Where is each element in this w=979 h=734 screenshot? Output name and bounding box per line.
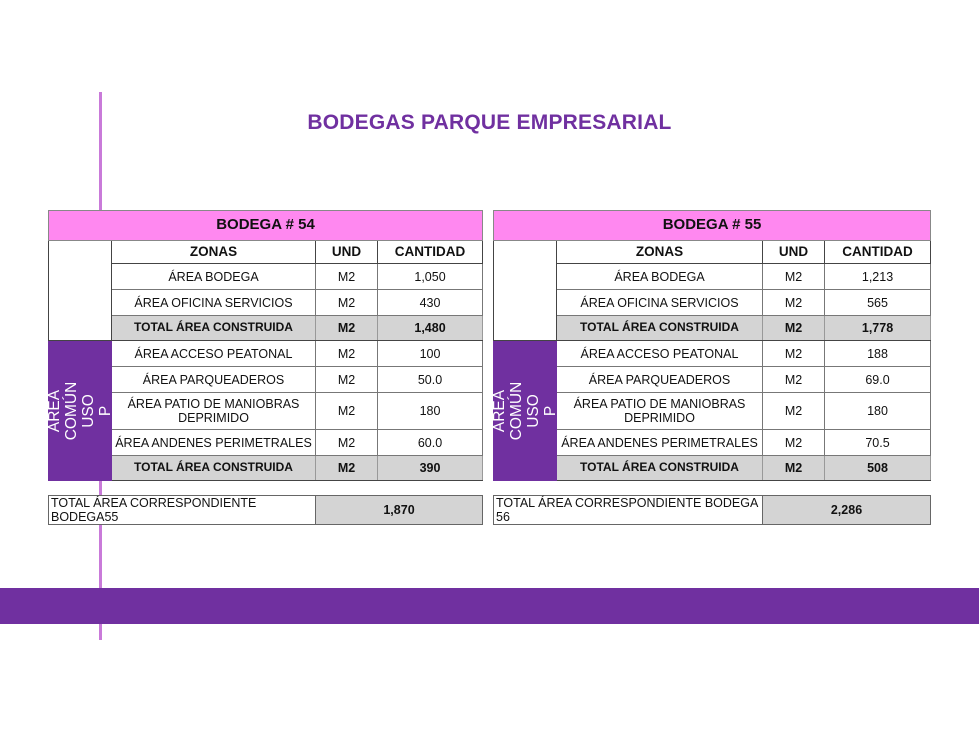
cantidad-cell: 188 [825,341,931,367]
table-row [49,264,483,290]
zona-cell: TOTAL ÁREA CONSTRUIDA [112,456,316,481]
zona-cell: ÁREA PATIO DE MANIOBRAS DEPRIMIDO [557,393,763,430]
zona-cell: ÁREA ACCESO PEATONAL [557,341,763,367]
und-cell: M2 [316,367,378,393]
table-row [494,341,931,367]
und-cell: M2 [763,290,825,316]
und-cell: M2 [763,430,825,456]
cantidad-cell: 60.0 [378,430,483,456]
cantidad-cell: 180 [378,393,483,430]
und-cell: M2 [316,316,378,341]
zona-cell: ÁREA PARQUEADEROS [557,367,763,393]
und-cell: M2 [763,393,825,430]
cantidad-cell: 180 [825,393,931,430]
total-row [494,316,931,341]
page-title: BODEGAS PARQUE EMPRESARIAL [307,111,672,134]
side-label-area-comun: ÁREA COMÚN USO P [49,341,112,481]
zona-cell: ÁREA BODEGA [557,264,763,290]
total-row [494,456,931,481]
cantidad-cell: 565 [825,290,931,316]
zona-cell: TOTAL ÁREA CONSTRUIDA [557,316,763,341]
summary-label: TOTAL ÁREA CORRESPONDIENTE BODEGA 56 [494,496,763,525]
summary-value: 2,286 [763,496,931,525]
zona-cell: ÁREA PATIO DE MANIOBRAS DEPRIMIDO [112,393,316,430]
cantidad-cell: 1,050 [378,264,483,290]
zona-cell: ÁREA ACCESO PEATONAL [112,341,316,367]
table-row [49,341,483,367]
table-row [494,264,931,290]
und-cell: M2 [763,456,825,481]
zona-cell: ÁREA OFICINA SERVICIOS [112,290,316,316]
und-cell: M2 [316,341,378,367]
table-bodega-55 [490,210,931,481]
table-bodega-54 [45,210,483,481]
zona-cell: ÁREA BODEGA [112,264,316,290]
und-cell: M2 [316,456,378,481]
cantidad-cell: 390 [378,456,483,481]
und-cell: M2 [316,290,378,316]
column-header-und: UND [763,241,825,264]
summary-label: TOTAL ÁREA CORRESPONDIENTE BODEGA55 [49,496,316,525]
footer-band [0,588,979,624]
und-cell: M2 [316,393,378,430]
cantidad-cell: 1,213 [825,264,931,290]
table-header: BODEGA # 55 [494,211,931,241]
table-row [49,290,483,316]
column-header-und: UND [316,241,378,264]
summary-value: 1,870 [316,496,483,525]
cantidad-cell: 1,480 [378,316,483,341]
column-header-cantidad: CANTIDAD [378,241,483,264]
total-row [49,456,483,481]
zona-cell: ÁREA PARQUEADEROS [112,367,316,393]
summary-bodega-55 [493,495,931,525]
side-label-area-privada: ÁREA PRIVAD A [49,241,112,341]
cantidad-cell: 508 [825,456,931,481]
total-row [49,316,483,341]
column-header-cantidad: CANTIDAD [825,241,931,264]
summary-bodega-54 [48,495,483,525]
zona-cell: ÁREA ANDENES PERIMETRALES [557,430,763,456]
cantidad-cell: 430 [378,290,483,316]
zona-cell: TOTAL ÁREA CONSTRUIDA [112,316,316,341]
und-cell: M2 [763,367,825,393]
column-header-zonas: ZONAS [112,241,316,264]
side-label-area-comun: ÁREA COMÚN USO P [494,341,557,481]
und-cell: M2 [763,341,825,367]
cantidad-cell: 70.5 [825,430,931,456]
cantidad-cell: 50.0 [378,367,483,393]
und-cell: M2 [763,316,825,341]
und-cell: M2 [316,264,378,290]
zona-cell: TOTAL ÁREA CONSTRUIDA [557,456,763,481]
side-label-area-privada: ÁREA PRIVAD A [494,241,557,341]
column-header-zonas: ZONAS [557,241,763,264]
table-header: BODEGA # 54 [49,211,483,241]
cantidad-cell: 69.0 [825,367,931,393]
und-cell: M2 [316,430,378,456]
cantidad-cell: 1,778 [825,316,931,341]
table-row [494,290,931,316]
zona-cell: ÁREA ANDENES PERIMETRALES [112,430,316,456]
und-cell: M2 [763,264,825,290]
zona-cell: ÁREA OFICINA SERVICIOS [557,290,763,316]
cantidad-cell: 100 [378,341,483,367]
